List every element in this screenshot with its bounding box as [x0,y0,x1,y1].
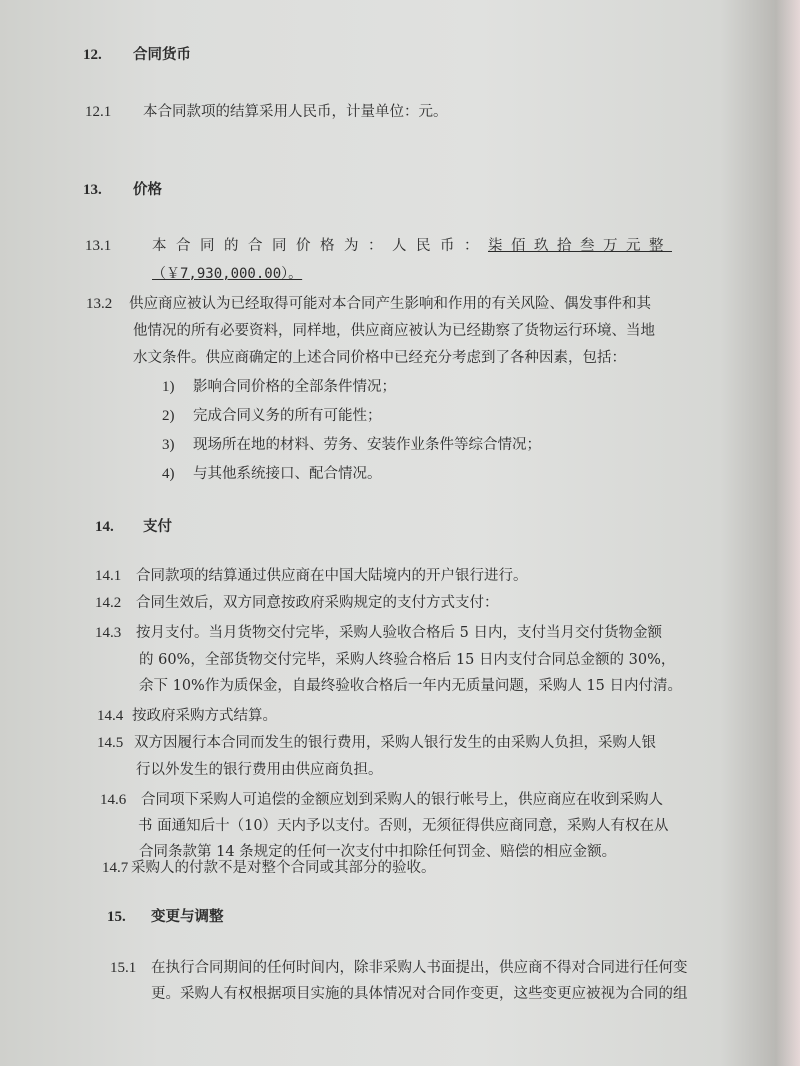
section-15-title: 变更与调整 [151,908,224,925]
clause-15-1-number: 15.1 [110,960,137,976]
contract-price-prefix: 本合同的合同价格为：人民币： [152,238,488,254]
section-14-number: 14. [95,519,114,535]
clause-14-4-text: 按政府采购方式结算。 [132,708,277,724]
clause-15-1-line: 更。采购人有权根据项目实施的具体情况对合同作变更，这些变更应被视为合同的组 [151,986,688,1002]
clause-14-1-number: 14.1 [95,568,122,584]
clause-14-6-line: 合同项下采购人可追偿的金额应划到采购人的银行帐号上，供应商应在收到采购人 [141,792,663,808]
contract-price-figures: （￥7,930,000.00）。 [152,266,303,282]
clause-14-6-line: 合同条款第 14 条规定的任何一次支付中扣除任何罚金、赔偿的相应金额。 [139,844,617,860]
section-13-title: 价格 [133,181,162,198]
section-13-number: 13. [83,182,102,198]
clause-14-5-line: 行以外发生的银行费用由供应商负担。 [136,762,383,778]
clause-12-1-text: 本合同款项的结算采用人民币，计量单位：元。 [143,104,448,120]
clause-14-3-line: 的 60%，全部货物交付完毕，采购人终验合格后 15 日内支付合同总金额的 30%， [139,652,676,668]
clause-13-2-line: 水文条件。供应商确定的上述合同价格中已经充分考虑到了各种因素，包括： [133,350,626,366]
section-15-number: 15. [107,909,126,925]
clause-14-6-line: 书 面通知后十（10）天内予以支付。否则，无须征得供应商同意，采购人有权在从 [138,818,669,834]
clause-13-1-number: 13.1 [85,238,112,254]
clause-13-2-number: 13.2 [86,296,113,312]
clause-14-3-line: 余下 10%作为质保金，自最终验收合格后一年内无质量问题，采购人 15 日内付清。 [139,678,683,694]
list-item-text: 与其他系统接口、配合情况。 [193,466,382,482]
clause-12-1-number: 12.1 [85,104,112,120]
clause-13-1-text [152,237,672,255]
section-12-title: 合同货币 [133,46,191,63]
clause-14-3-line: 按月支付。当月货物交付完毕，采购人验收合格后 5 日内，支付当月交付货物金额 [136,625,662,641]
list-item-text: 完成合同义务的所有可能性； [193,408,382,424]
clause-14-7-number: 14.7 [102,860,129,876]
list-item-text: 影响合同价格的全部条件情况； [193,379,396,395]
clause-14-5-line: 双方因履行本合同而发生的银行费用，采购人银行发生的由采购人负担，采购人银 [134,735,656,751]
clause-14-2-number: 14.2 [95,595,122,611]
clause-13-2-line: 他情况的所有必要资料，同样地，供应商应被认为已经勘察了货物运行环境、当地 [133,323,655,339]
list-item-number: 2) [162,408,175,424]
clause-14-1-text: 合同款项的结算通过供应商在中国大陆境内的开户银行进行。 [136,568,528,584]
list-item-number: 3) [162,437,175,453]
section-14-title: 支付 [143,518,172,535]
clause-14-7-text: 采购人的付款不是对整个合同或其部分的验收。 [131,860,436,876]
clause-13-2-line: 供应商应被认为已经取得可能对本合同产生影响和作用的有关风险、偶发事件和其 [129,296,651,312]
contract-price-words: 柒佰玖拾叁万元整 [488,238,672,254]
clause-15-1-line: 在执行合同期间的任何时间内，除非采购人书面提出，供应商不得对合同进行任何变 [151,960,688,976]
list-item-text: 现场所在地的材料、劳务、安装作业条件等综合情况； [193,437,541,453]
clause-14-4-number: 14.4 [97,708,124,724]
clause-14-3-number: 14.3 [95,625,122,641]
list-item-number: 1) [162,379,175,395]
clause-14-6-number: 14.6 [100,792,127,808]
clause-14-2-text: 合同生效后，双方同意按政府采购规定的支付方式支付： [136,595,499,611]
list-item-number: 4) [162,466,175,482]
clause-14-5-number: 14.5 [97,735,124,751]
section-12-number: 12. [83,47,102,63]
